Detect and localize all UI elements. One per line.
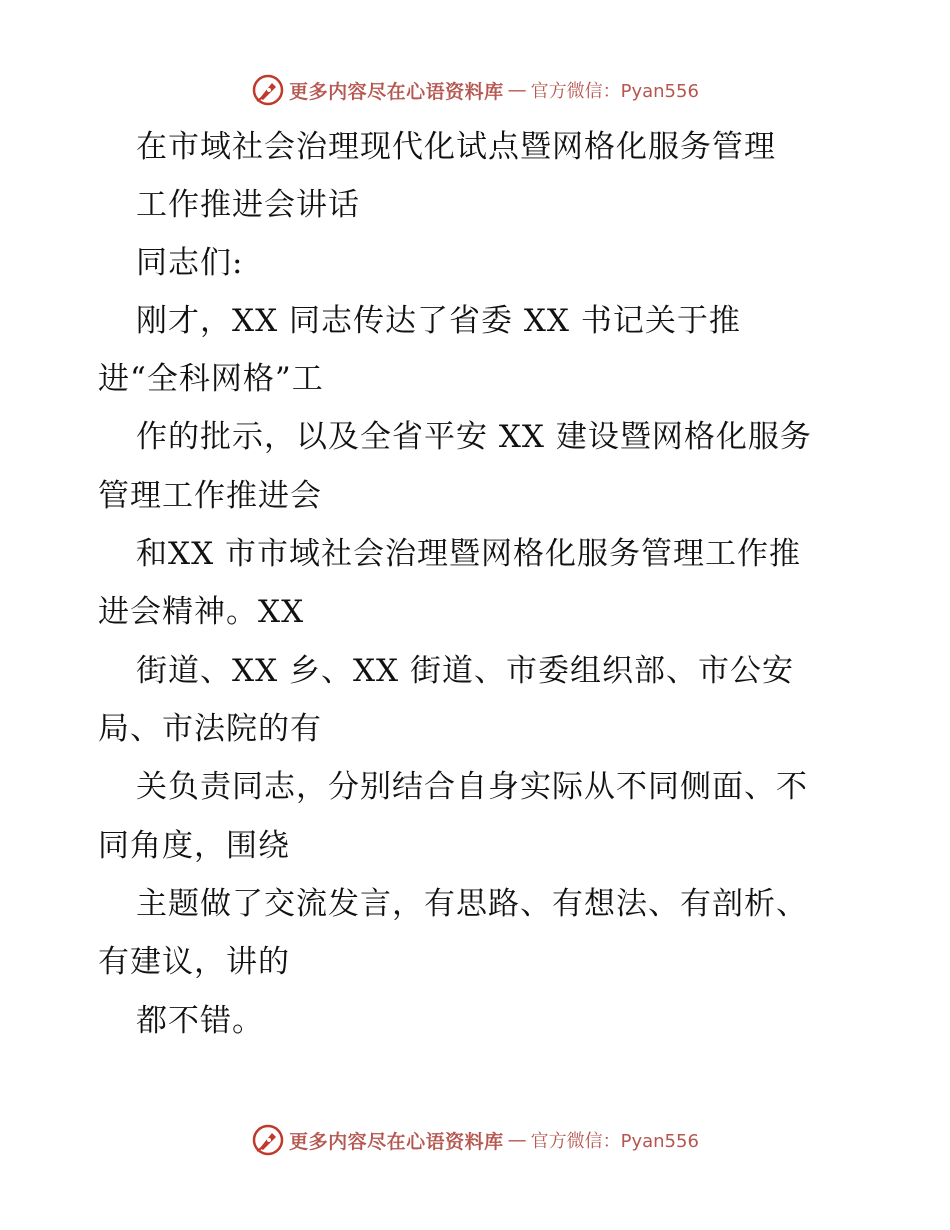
banner-wechat: 官方微信：Pyan556 [530, 81, 699, 102]
paragraph-line: 刚才，XX 同志传达了省委 XX 书记关于推 [136, 303, 741, 339]
paragraph-line: 都不错。 [136, 1003, 264, 1039]
paragraph-line: 主题做了交流发言，有思路、有想法、有剖析、 [136, 886, 808, 922]
banner-dash: — [507, 1129, 527, 1151]
paragraph-line: 局、市法院的有 [98, 711, 322, 747]
paragraph-line: 有建议，讲的 [98, 944, 290, 980]
document-title-line-2: 工作推进会讲话 [136, 187, 360, 223]
banner-text: 更多内容尽在心语资料库 [289, 1130, 504, 1153]
footer-banner [0, 1120, 950, 1160]
paragraph-line: 和XX 市市域社会治理暨网格化服务管理工作推 [136, 536, 801, 572]
banner-wechat: 官方微信：Pyan556 [530, 1131, 699, 1152]
paragraph-line: 进会精神。XX [98, 594, 305, 630]
header-banner [0, 70, 950, 110]
document-title-line-1: 在市域社会治理现代化试点暨网格化服务管理 [136, 129, 776, 165]
pen-nib-logo-icon [251, 73, 285, 107]
paragraph-line: 关负责同志，分别结合自身实际从不同侧面、不 [136, 769, 808, 805]
paragraph-line: 街道、XX 乡、XX 街道、市委组织部、市公安 [136, 653, 794, 689]
pen-nib-logo-icon [251, 1123, 285, 1157]
paragraph-line: 同角度，围绕 [98, 828, 290, 864]
paragraph-line: 作的批示，以及全省平安 XX 建设暨网格化服务 [136, 419, 812, 455]
salutation: 同志们: [136, 245, 244, 281]
paragraph-line: 进“全科网格”工 [98, 361, 324, 397]
paragraph-line: 管理工作推进会 [98, 478, 322, 514]
banner-text: 更多内容尽在心语资料库 [289, 80, 504, 103]
banner-dash: — [507, 79, 527, 101]
